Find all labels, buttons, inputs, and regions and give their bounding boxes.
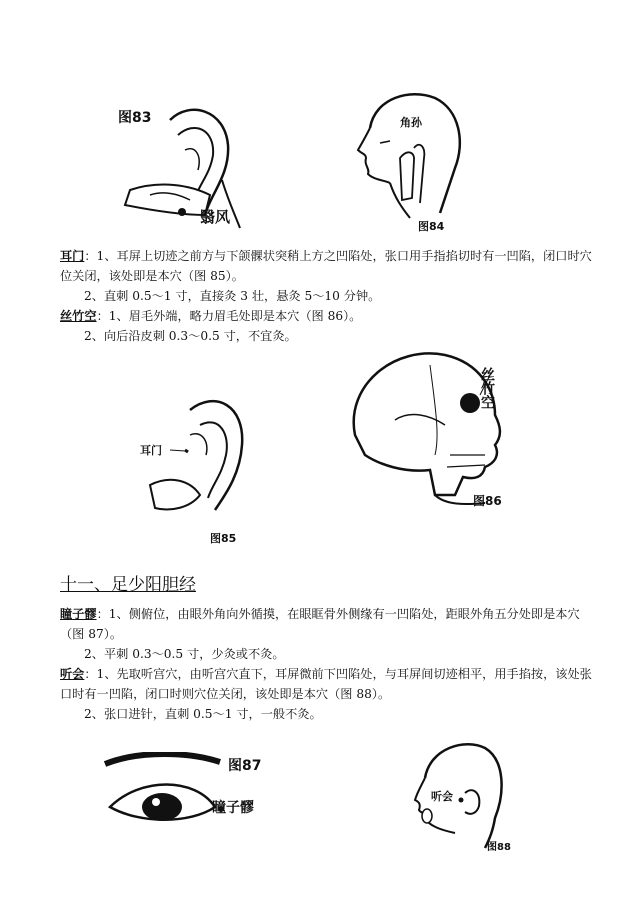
figure-84-label: 角孙 bbox=[400, 116, 422, 129]
entry-tinghui-line1: ：1、先取听宫穴，由听宫穴直下，耳屏微前下凹陷处，与耳屏间切迹相平，用手掐按，该处张口时有一凹陷，闭口时则穴位关闭，该处即是本穴（图 88）。 bbox=[60, 667, 592, 701]
figure-84-caption: 图84 bbox=[418, 220, 445, 233]
figure-83-caption: 图83 bbox=[118, 110, 152, 126]
figure-85-label: 耳门 bbox=[140, 444, 162, 457]
entry-tongziliao-line1: ：1、侧俯位，由眼外角向外循摸，在眼眶骨外侧缘有一凹陷处，距眼外角五分处即是本穴（图 87）。 bbox=[60, 607, 580, 641]
figure-87-caption: 图87 bbox=[228, 758, 262, 774]
entry-tinghui-line2: 2、张口进针，直刺 0.5～1 寸，一般不灸。 bbox=[84, 707, 322, 721]
entry-ermen-line1: ：1、耳屏上切迹之前方与下颌髁状突稍上方之凹陷处，张口用手指掐切时有一凹陷，闭口时穴位关闭，该处即是本穴（图 85）。 bbox=[60, 249, 592, 283]
figure-88 bbox=[405, 738, 515, 858]
figure-88-label: 听会 bbox=[431, 790, 453, 803]
term-ermen: 耳门 bbox=[60, 249, 85, 263]
term-sizhukong: 丝竹空 bbox=[60, 309, 97, 323]
figure-84 bbox=[340, 88, 470, 238]
figure-85 bbox=[130, 390, 260, 550]
figure-88-caption: 图88 bbox=[487, 842, 511, 853]
entry-ermen-2 bbox=[60, 286, 600, 306]
figure-87-label: 瞳子髎 bbox=[212, 800, 254, 816]
figure-87 bbox=[100, 752, 280, 837]
section-title: 十一、足少阳胆经 bbox=[60, 575, 196, 595]
entry-tongziliao-2 bbox=[60, 644, 600, 664]
entry-ermen bbox=[60, 246, 600, 286]
figure-86 bbox=[335, 345, 525, 520]
figure-86-label: 丝竹空 bbox=[479, 367, 495, 409]
entry-tongziliao-line2: 2、平刺 0.3～0.5 寸，少灸或不灸。 bbox=[84, 647, 285, 661]
entry-tinghui bbox=[60, 664, 600, 704]
entry-tongziliao bbox=[60, 604, 600, 644]
entry-ermen-line2: 2、直刺 0.5～1 寸，直接灸 3 壮，悬灸 5～10 分钟。 bbox=[84, 289, 381, 303]
term-tinghui: 听会 bbox=[60, 667, 85, 681]
entry-sizhukong-2 bbox=[60, 326, 600, 346]
entry-sizhukong bbox=[60, 306, 600, 326]
figure-83 bbox=[110, 100, 250, 230]
entry-sizhukong-line1: ：1、眉毛外端，略力眉毛处即是本穴（图 86）。 bbox=[96, 309, 362, 323]
entry-tinghui-2 bbox=[60, 704, 600, 724]
figure-83-label: 翳风 bbox=[200, 208, 231, 226]
figure-85-caption: 图85 bbox=[210, 532, 237, 545]
figure-86-caption: 图86 bbox=[473, 494, 502, 508]
entry-sizhukong-line2: 2、向后沿皮刺 0.3～0.5 寸，不宜灸。 bbox=[84, 329, 297, 343]
term-tongziliao: 瞳子髎 bbox=[60, 607, 97, 621]
